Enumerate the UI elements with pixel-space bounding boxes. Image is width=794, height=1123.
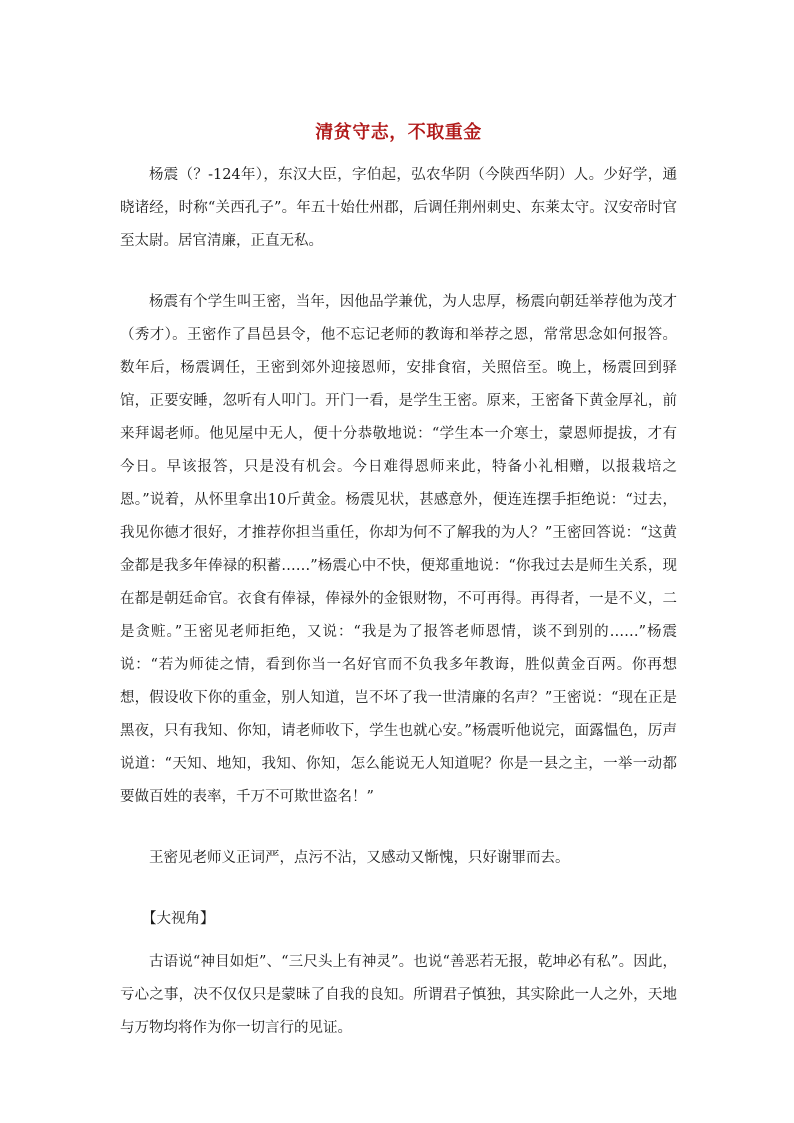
paragraph-commentary: 古语说“神目如炬”、“三尺头上有神灵”。也说“善恶若无报，乾坤必有私”。因此，亏心之事，决不仅仅只是蒙昧了自我的良知。所谓君子慎独，其实除此一人之外，天地与万物均将作为你一切言行的见证。	[120, 954, 677, 1036]
paragraph-conclusion: 王密见老师义正词严，点污不沾，又感动又惭愧，只好谢罪而去。	[149, 850, 570, 866]
section-heading: 【大视角】	[142, 911, 215, 927]
paragraph-intro: 杨震（？-124年），东汉大臣，字伯起，弘农华阴（今陕西华阴）人。少好学，通晓诸经，时称“关西孔子”。年五十始仕州郡，后调任荆州刺史、东莱太守。汉安帝时官至太尉。居官清廉，正直无私。	[120, 167, 677, 249]
paragraph-story: 杨震有个学生叫王密，当年，因他品学兼优，为人忠厚，杨震向朝廷举荐他为茂才（秀才）。王密作了昌邑县令，他不忘记老师的教诲和举荐之恩，常常思念如何报答。数年后，杨震调任，王密到郊外迎接恩师，安排食宿，关照倍至。晚上，杨震回到驿馆，正要安睡，忽听有人叩门。开门一看，是学生王密。原来，王密备下黄金厚礼，前来拜谒老师。他见屋中无人，便十分恭敬地说：“学生本一介寒士，蒙恩师提拔，才有今日。早该报答，只是没有机会。今日难得恩师来此，特备小礼相赠，以报栽培之恩。”说着，从怀里拿出10斤黄金。杨震见状，甚感意外，便连连摆手拒绝说：“过去，我见你德才很好，才推荐你担当重任，你却为何不了解我的为人？”王密回答说：“这黄金都是我多年俸禄的积蓄……”杨震心中不快，便郑重地说：“你我过去是师生关系，现在都是朝廷命官。衣食有俸禄，俸禄外的金银财物，不可再得。再得者，一是不义，二是贪赃。”王密见老师拒绝，又说：“我是为了报答老师恩情，谈不到别的……”杨震说：“若为师徒之情，看到你当一名好官而不负我多年教诲，胜似黄金百两。你再想想，假设收下你的重金，别人知道，岂不坏了我一世清廉的名声？”王密说：“现在正是黑夜，只有我知、你知，请老师收下，学生也就心安。”杨震听他说完，面露愠色，厉声说道：“天知、地知，我知、你知，怎么能说无人知道呢？你是一县之主，一举一动都要做百姓的表率，千万不可欺世盗名！”	[120, 294, 677, 805]
page-title: 清贫守志，不取重金	[315, 122, 482, 143]
